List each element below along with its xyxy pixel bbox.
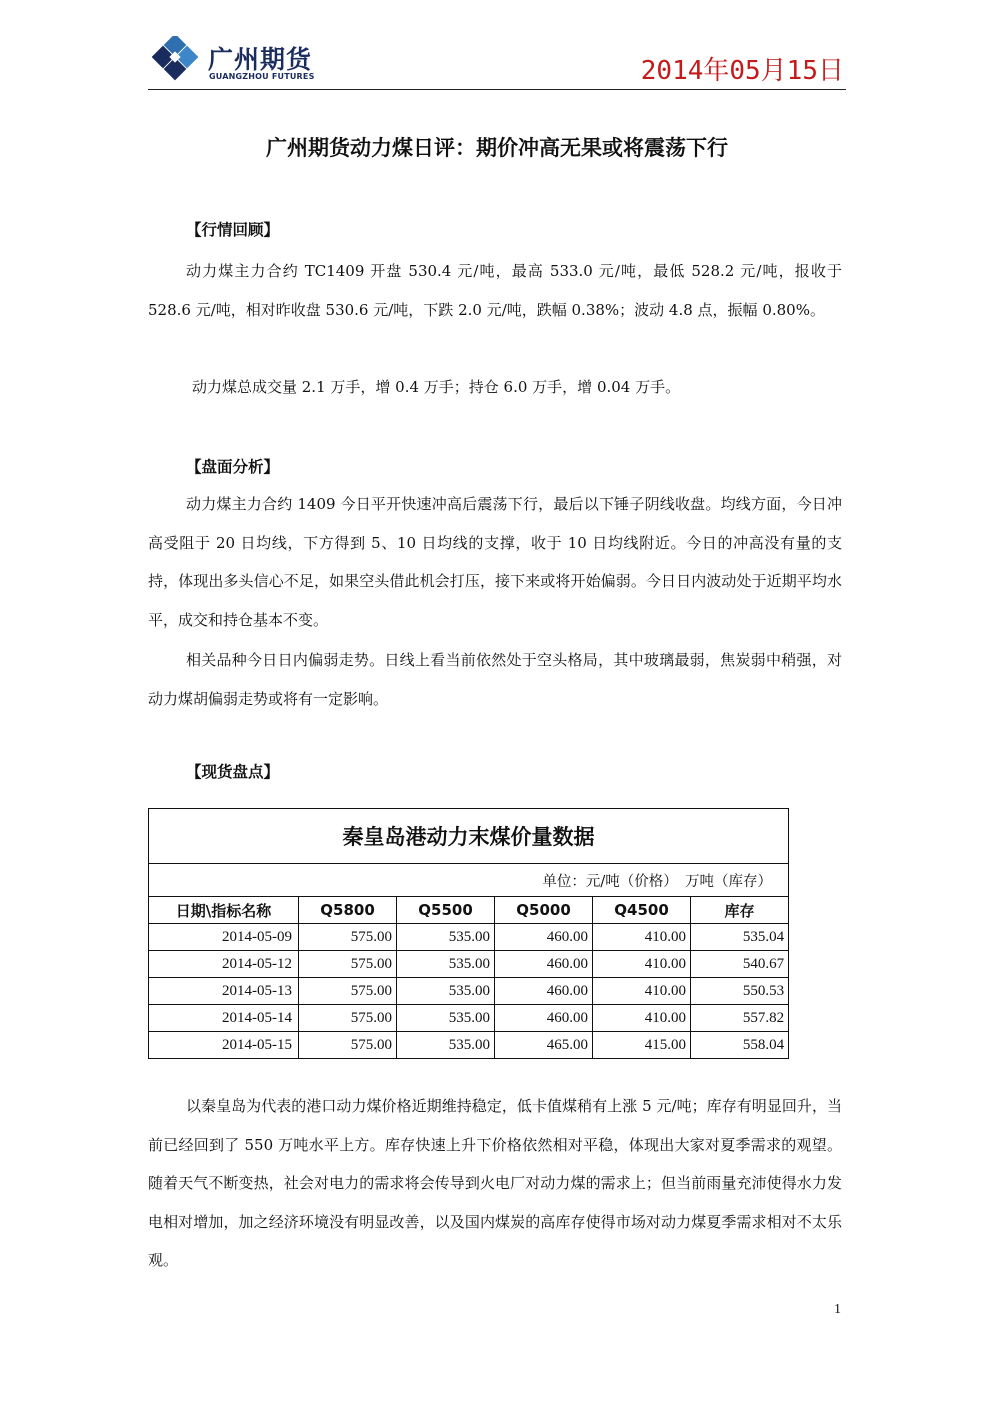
table-cell: 575.00 <box>299 978 397 1005</box>
spot-paragraph-1: 以秦皇岛为代表的港口动力煤价格近期维持稳定，低卡值煤稍有上涨 5 元/吨；库存有明显回升，当前已经回到了 550 万吨水平上方。库存快速上升下价格依然相对平稳，体现出大家对夏季需求的观望。随着天气不断变热，社会对电力的需求将会传导到火电厂对动力煤的需求上；但当前雨量充沛使得水力发电相对增加，加之经济环境没有明显改善，以及国内煤炭的高库存使得市场对动力煤夏季需求相对不太乐观。 <box>148 1097 842 1269</box>
table-row <box>149 951 789 978</box>
table-cell: 575.00 <box>299 1005 397 1032</box>
review-paragraph-1: 动力煤主力合约 TC1409 开盘 530.4 元/吨，最高 533.0 元/吨，最低 528.2 元/吨，报收于 528.6 元/吨，相对昨收盘 530.6 元/吨，下跌 2.0 元/吨，跌幅 0.38%；波动 4.8 点，振幅 0.80%。 <box>148 262 842 319</box>
table-cell: 410.00 <box>593 1005 691 1032</box>
table-cell: 575.00 <box>299 1032 397 1059</box>
table-header-cell: 日期\指标名称 <box>149 897 299 924</box>
header-divider <box>148 89 846 90</box>
table-cell-date: 2014-05-13 <box>149 978 299 1005</box>
table-cell: 535.00 <box>397 1005 495 1032</box>
table-header-cell: Q5000 <box>495 897 593 924</box>
table-cell: 535.00 <box>397 978 495 1005</box>
table-cell: 460.00 <box>495 924 593 951</box>
table-cell: 540.67 <box>691 951 789 978</box>
review-paragraph-2: 动力煤总成交量 2.1 万手，增 0.4 万手；持仓 6.0 万手，增 0.04 万手。 <box>192 378 681 396</box>
analysis-paragraph-1: 动力煤主力合约 1409 今日平开快速冲高后震荡下行，最后以下锤子阴线收盘。均线方面，今日冲高受阻于 20 日均线，下方得到 5、10 日均线的支撑，收于 10 日均线附近。今日的冲高没有量的支持，体现出多头信心不足，如果空头借此机会打压，接下来或将开始偏弱。今日日内波动处于近期平均水平，成交和持仓基本不变。 <box>148 495 842 629</box>
table-cell: 410.00 <box>593 924 691 951</box>
report-title: 广州期货动力煤日评：期价冲高无果或将震荡下行 <box>266 136 728 160</box>
table-header-cell: 库存 <box>691 897 789 924</box>
table-cell-date: 2014-05-15 <box>149 1032 299 1059</box>
page-header <box>148 30 846 90</box>
table-cell: 460.00 <box>495 951 593 978</box>
price-volume-table <box>148 808 788 1059</box>
table-cell-date: 2014-05-12 <box>149 951 299 978</box>
section-heading-review: 【行情回顾】 <box>186 221 280 239</box>
page-number: 1 <box>834 1302 841 1317</box>
company-logo-icon <box>152 36 198 82</box>
table-cell: 460.00 <box>495 1005 593 1032</box>
table-cell: 575.00 <box>299 951 397 978</box>
table-cell: 535.00 <box>397 951 495 978</box>
table-cell: 460.00 <box>495 978 593 1005</box>
logo-english-name: GUANGZHOU FUTURES <box>209 72 315 81</box>
table-cell: 410.00 <box>593 978 691 1005</box>
table-cell: 535.00 <box>397 1032 495 1059</box>
table-row <box>149 924 789 951</box>
table-cell: 535.00 <box>397 924 495 951</box>
table-cell: 415.00 <box>593 1032 691 1059</box>
table-cell: 465.00 <box>495 1032 593 1059</box>
table-cell: 575.00 <box>299 924 397 951</box>
analysis-paragraph-2: 相关品种今日日内偏弱走势。日线上看当前依然处于空头格局，其中玻璃最弱，焦炭弱中稍强，对动力煤胡偏弱走势或将有一定影响。 <box>148 651 842 708</box>
table-cell-date: 2014-05-14 <box>149 1005 299 1032</box>
table-header-cell: Q5800 <box>299 897 397 924</box>
table-row <box>149 1032 789 1059</box>
table-header-cell: Q5500 <box>397 897 495 924</box>
section-heading-spot: 【现货盘点】 <box>186 763 280 781</box>
logo-chinese-name: 广州期货 <box>208 45 313 74</box>
table-cell: 557.82 <box>691 1005 789 1032</box>
table-cell-date: 2014-05-09 <box>149 924 299 951</box>
table-cell: 535.04 <box>691 924 789 951</box>
section-heading-analysis: 【盘面分析】 <box>186 458 280 476</box>
table-cell: 410.00 <box>593 951 691 978</box>
table-cell: 558.04 <box>691 1032 789 1059</box>
table-row <box>149 1005 789 1032</box>
table-row <box>149 978 789 1005</box>
table-cell: 550.53 <box>691 978 789 1005</box>
table-header-cell: Q4500 <box>593 897 691 924</box>
table-unit-note: 单位：元/吨（价格） 万吨（库存） <box>149 864 789 897</box>
table-title: 秦皇岛港动力末煤价量数据 <box>149 809 789 864</box>
report-date: 2014年05月15日 <box>640 56 844 86</box>
